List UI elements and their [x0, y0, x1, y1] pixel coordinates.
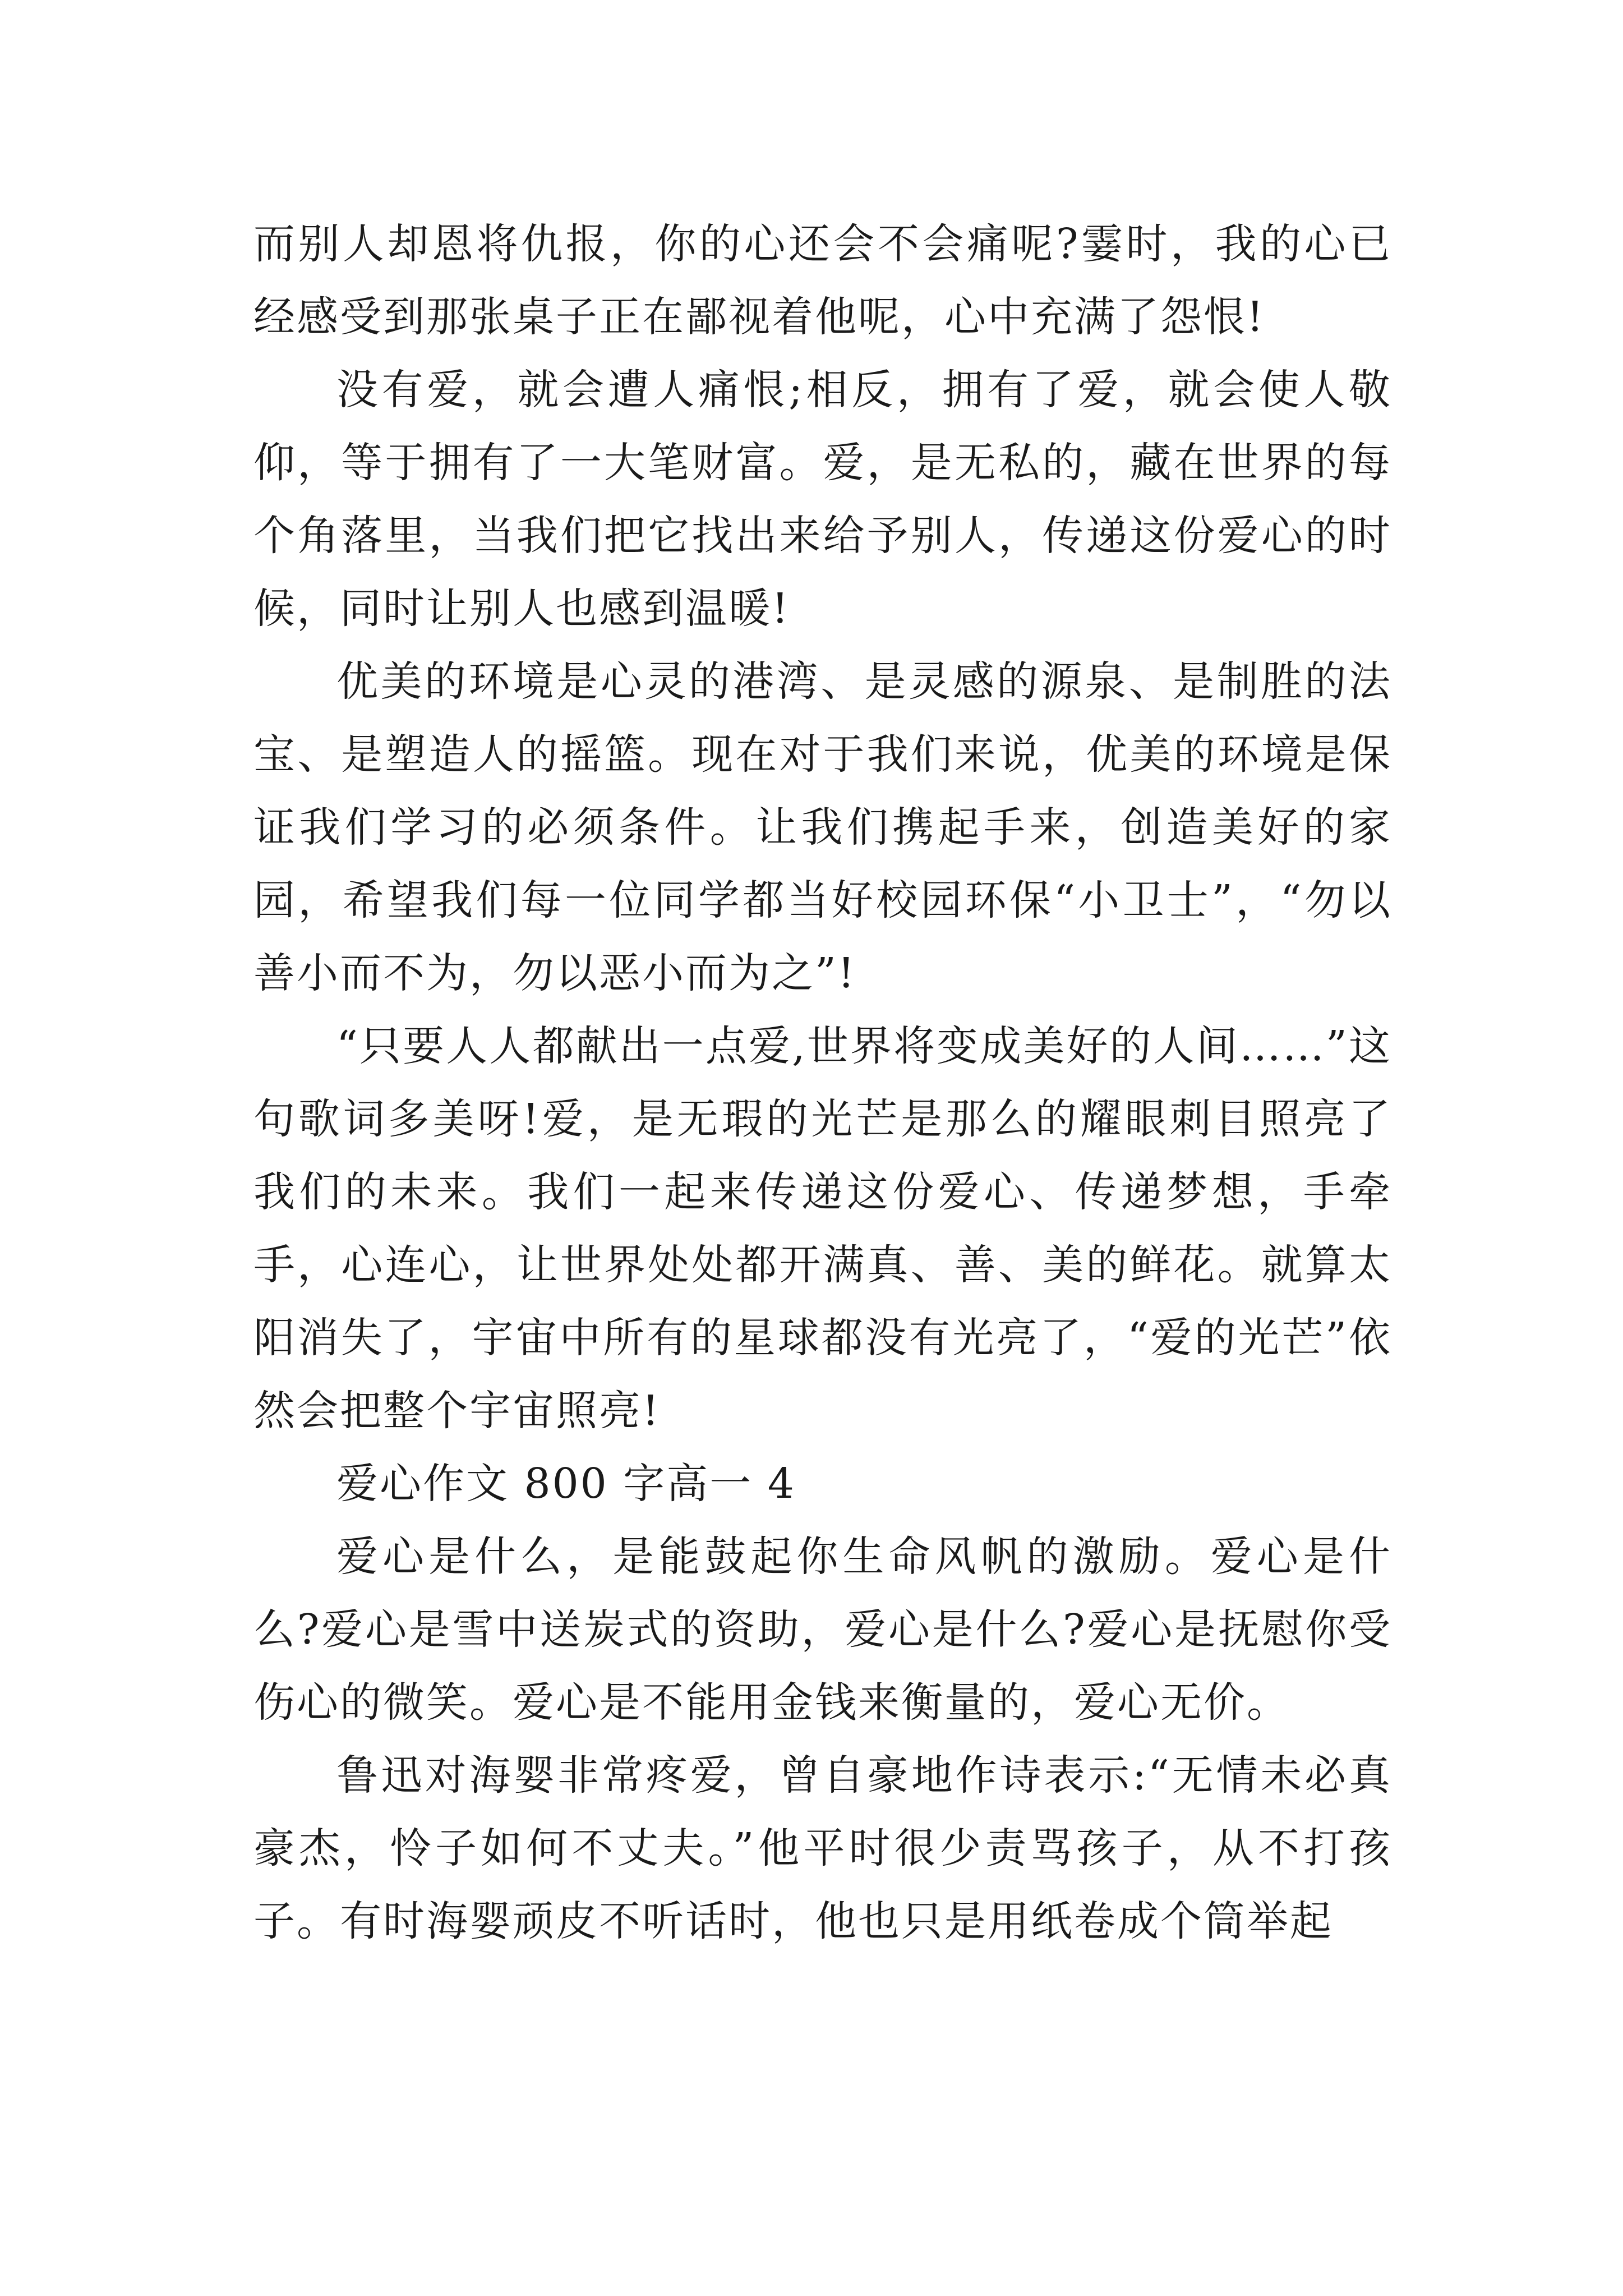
paragraph-2: 没有爱，就会遭人痛恨;相反，拥有了爱，就会使人敬仰，等于拥有了一大笔财富。爱，是无私的，藏在世界的每个角落里，当我们把它找出来给予别人，传递这份爱心的时候，同时让别人也感到温暖! — [253, 366, 1392, 633]
document-body — [253, 208, 1392, 1958]
paragraph-1: 而别人却恩将仇报，你的心还会不会痛呢?霎时，我的心已经感受到那张桌子正在鄙视着他呢，心中充满了怨恨! — [253, 220, 1392, 341]
paragraph-6: 鲁迅对海婴非常疼爱，曾自豪地作诗表示:“无情未必真豪杰，怜子如何不丈夫。”他平时很少责骂孩子，从不打孩子。有时海婴顽皮不听话时，他也只是用纸卷成个筒举起 — [253, 1751, 1392, 1945]
paragraph-4: “只要人人都献出一点爱,世界将变成美好的人间……”这句歌词多美呀!爱，是无瑕的光芒是那么的耀眼刺目照亮了我们的未来。我们一起来传递这份爱心、传递梦想，手牵手，心连心，让世界处处都开满真、善、美的鲜花。就算太阳消失了，宇宙中所有的星球都没有光亮了，“爱的光芒”依然会把整个宇宙照亮! — [253, 1022, 1392, 1435]
paragraph-3: 优美的环境是心灵的港湾、是灵感的源泉、是制胜的法宝、是塑造人的摇篮。现在对于我们来说，优美的环境是保证我们学习的必须条件。让我们携起手来，创造美好的家园，希望我们每一位同学都当好校园环保“小卫士”，“勿以善小而不为，勿以恶小而为之”! — [253, 657, 1392, 997]
section-heading: 爱心作文 800 字高一 4 — [336, 1460, 796, 1508]
paragraph-5: 爱心是什么，是能鼓起你生命风帆的激励。爱心是什么?爱心是雪中送炭式的资助，爱心是什么?爱心是抚慰你受伤心的微笑。爱心是不能用金钱来衡量的，爱心无价。 — [253, 1533, 1392, 1727]
